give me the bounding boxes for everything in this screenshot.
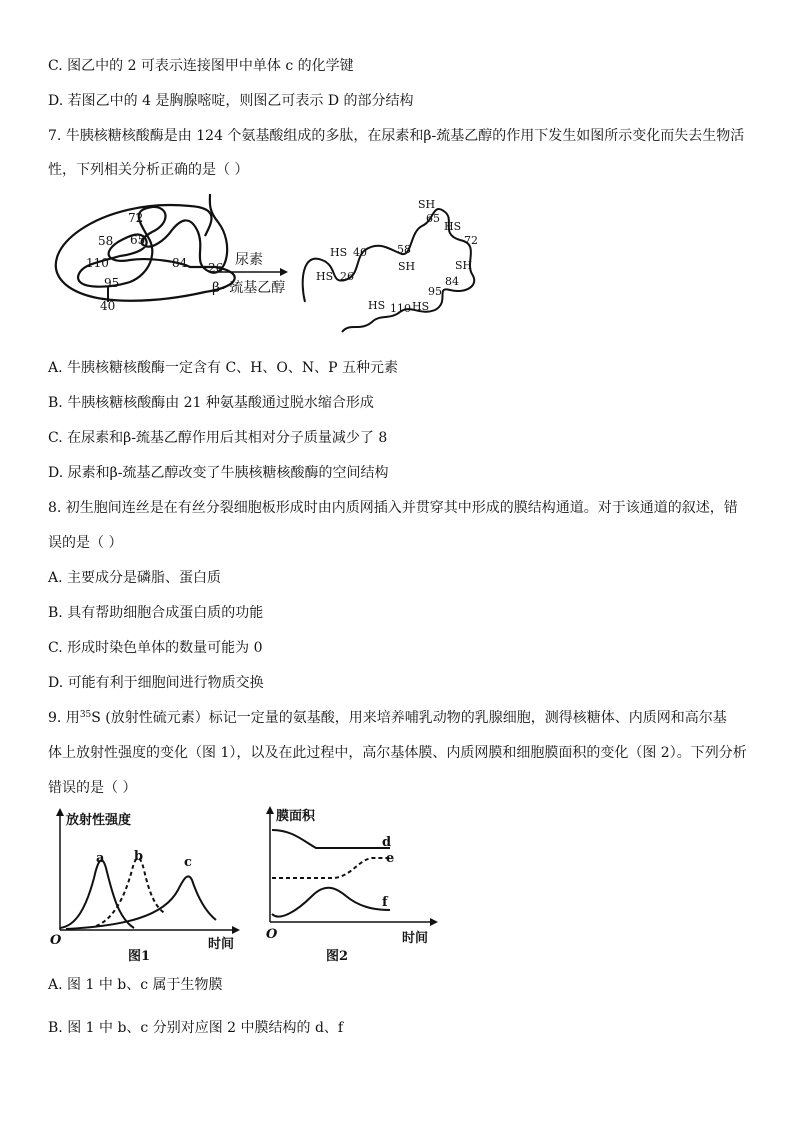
curve-label-c: c: [184, 855, 192, 870]
q9-stem-line-1: 9. 用$^{35}$S (放射性硫元素）标记一定量的氨基酸，用来培养哺乳动物的乳腺细胞，测得核糖体、内质网和高尔基: [48, 710, 727, 726]
curve-d: [272, 830, 390, 848]
right-label: 84: [445, 275, 459, 288]
fig2-caption: 图2: [326, 949, 349, 962]
arrow-head: [280, 268, 288, 276]
curve-label-f: f: [382, 895, 388, 910]
right-label: 58: [397, 243, 411, 256]
q9-stem-line-3: 错误的是（ ）: [48, 780, 137, 796]
left-label: 58: [98, 234, 114, 248]
q8-option-d: D. 可能有利于细胞间进行物质交换: [48, 675, 264, 691]
fig1-caption: 图1: [128, 949, 151, 964]
q8-option-c: C. 形成时染色单体的数量可能为 0: [48, 640, 263, 656]
right-label: 95: [428, 285, 442, 298]
isotope-mass-number: 35: [79, 710, 92, 720]
curve-label-a: a: [96, 851, 105, 866]
arrow-label-urea: 尿素: [235, 252, 263, 268]
right-label: 72: [464, 234, 478, 247]
left-label: 26: [208, 261, 224, 275]
right-label: 40: [353, 246, 367, 259]
fig2-xlabel: 时间: [402, 931, 429, 946]
right-label: SH: [398, 260, 416, 273]
right-label: HS: [412, 300, 430, 313]
fig1-ylabel: 放射性强度: [66, 813, 132, 828]
right-label: HS: [316, 270, 334, 283]
curve-f: [272, 888, 390, 917]
right-label: SH: [455, 259, 473, 272]
right-label: 65: [426, 212, 440, 225]
right-label: HS: [444, 220, 462, 233]
right-label: 26: [340, 270, 354, 283]
fig2-ylabel: 膜面积: [276, 809, 316, 824]
q8-option-a: A. 主要成分是磷脂、蛋白质: [48, 570, 222, 586]
curve-label-e: e: [386, 851, 395, 866]
q8-stem-line-1: 8. 初生胞间连丝是在有丝分裂细胞板形成时由内质网插入并贯穿其中形成的膜结构通道。对于该通道的叙述，错: [48, 500, 738, 516]
fig1-origin: O: [50, 933, 62, 948]
left-label: 65: [130, 233, 146, 247]
left-label: 40: [100, 299, 116, 313]
q6-option-c: C. 图乙中的 2 可表示连接图甲中单体 c 的化学键: [48, 58, 354, 74]
arrow-label-mercaptoethanol: β- 巯基乙醇: [212, 280, 286, 296]
q7-stem-line-1: 7. 牛胰核糖核酸酶是由 124 个氨基酸组成的多肽，在尿素和β-巯基乙醇的作用下发生如图所示变化而失去生物活: [48, 128, 745, 144]
figure-1-radioactivity: [46, 808, 246, 964]
curve-label-b: b: [134, 849, 144, 864]
q7-stem-line-2: 性，下列相关分析正确的是（ ）: [48, 162, 249, 178]
q9-option-a: A. 图 1 中 b、c 属于生物膜: [48, 977, 223, 993]
curve-label-d: d: [382, 835, 392, 850]
curve-c: [66, 876, 216, 929]
q7-option-a: A. 牛胰核糖核酸酶一定含有 C、H、O、N、P 五种元素: [48, 360, 398, 376]
protein-denaturation-figure: [40, 192, 510, 342]
fig2-origin: O: [266, 927, 278, 942]
left-label: 110: [86, 256, 109, 270]
q6-option-d: D. 若图乙中的 4 是胸腺嘧啶，则图乙可表示 D 的部分结构: [48, 93, 414, 109]
q7-option-c: C. 在尿素和β-巯基乙醇作用后其相对分子质量减少了 8: [48, 430, 388, 446]
fig1-xlabel: 时间: [208, 937, 235, 952]
q9-option-b: B. 图 1 中 b、c 分别对应图 2 中膜结构的 d、f: [48, 1020, 344, 1036]
left-label: 84: [172, 256, 188, 270]
left-label: 72: [128, 211, 144, 225]
left-label: 95: [104, 276, 120, 290]
curve-e: [272, 858, 390, 878]
right-label: HS: [368, 299, 386, 312]
q8-option-b: B. 具有帮助细胞合成蛋白质的功能: [48, 605, 264, 621]
right-label: HS: [330, 246, 348, 259]
q7-option-d: D. 尿素和β-巯基乙醇改变了牛胰核糖核酸酶的空间结构: [48, 465, 389, 481]
right-label: SH: [418, 198, 436, 211]
q8-stem-line-2: 误的是（ ）: [48, 535, 123, 551]
q7-option-b: B. 牛胰核糖核酸酶由 21 种氨基酸通过脱水缩合形成: [48, 395, 374, 411]
right-label: 110: [390, 302, 411, 315]
q9-stem-line-2: 体上放射性强度的变化（图 1），以及在此过程中，高尔基体膜、内质网膜和细胞膜面积的变化（图 2）。下列分析: [48, 745, 747, 761]
figure-2-membrane-area: [262, 804, 442, 962]
